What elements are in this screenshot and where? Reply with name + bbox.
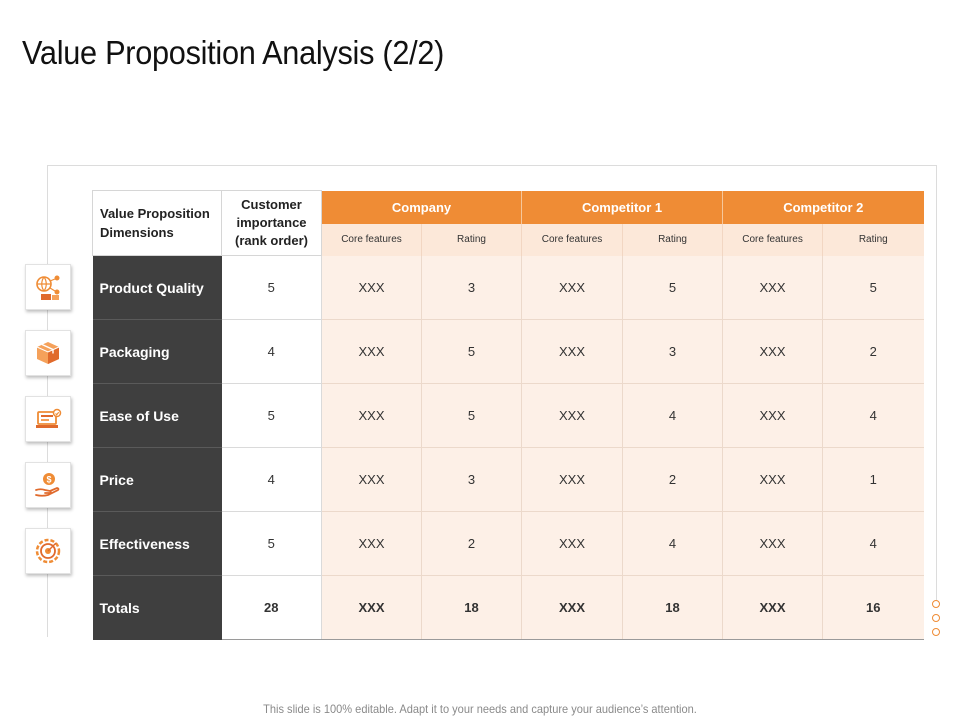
box-icon [25, 330, 71, 376]
competitor-1-core-features: XXX [522, 448, 623, 512]
dimension-icons [25, 264, 71, 594]
dimension-label: Packaging [93, 320, 222, 384]
importance-value: 5 [222, 512, 322, 576]
competitor-2-core-features: XXX [723, 512, 823, 576]
table-row [93, 512, 924, 576]
company-core-features: XXX [322, 384, 422, 448]
totals-competitor-2-rating: 16 [823, 576, 924, 640]
header-company: Company [322, 191, 522, 224]
subheader-rating: Rating [823, 224, 924, 256]
company-rating: 5 [422, 384, 522, 448]
totals-label: Totals [93, 576, 222, 640]
importance-value: 5 [222, 256, 322, 320]
subheader-core-features: Core features [322, 224, 422, 256]
decorative-dots [932, 600, 942, 642]
totals-company-core: XXX [322, 576, 422, 640]
competitor-2-core-features: XXX [723, 448, 823, 512]
subheader-core-features: Core features [723, 224, 823, 256]
totals-competitor-1-core: XXX [522, 576, 623, 640]
competitor-2-core-features: XXX [723, 384, 823, 448]
value-proposition-table [92, 190, 924, 640]
subheader-rating: Rating [422, 224, 522, 256]
company-core-features: XXX [322, 512, 422, 576]
dimension-label: Ease of Use [93, 384, 222, 448]
company-core-features: XXX [322, 256, 422, 320]
totals-competitor-2-core: XXX [723, 576, 823, 640]
company-core-features: XXX [322, 448, 422, 512]
dimension-label: Effectiveness [93, 512, 222, 576]
header-competitor-2: Competitor 2 [723, 191, 924, 224]
competitor-2-rating: 2 [823, 320, 924, 384]
competitor-2-core-features: XXX [723, 256, 823, 320]
competitor-2-rating: 4 [823, 512, 924, 576]
importance-value: 4 [222, 448, 322, 512]
content-frame-right [936, 165, 937, 600]
hand-money-icon [25, 462, 71, 508]
competitor-1-core-features: XXX [522, 256, 623, 320]
header-dimensions: Value Proposition Dimensions [93, 191, 222, 256]
totals-competitor-1-rating: 18 [623, 576, 723, 640]
table-row [93, 320, 924, 384]
importance-value: 5 [222, 384, 322, 448]
importance-value: 4 [222, 320, 322, 384]
competitor-1-rating: 4 [623, 384, 723, 448]
competitor-1-rating: 3 [623, 320, 723, 384]
dot-icon [932, 600, 940, 608]
company-rating: 3 [422, 448, 522, 512]
footer-note: This slide is 100% editable. Adapt it to your needs and capture your audience’s attention. [263, 702, 697, 716]
table-row [93, 256, 924, 320]
competitor-1-core-features: XXX [522, 512, 623, 576]
competitor-1-rating: 2 [623, 448, 723, 512]
subheader-rating: Rating [623, 224, 723, 256]
header-competitor-1: Competitor 1 [522, 191, 723, 224]
table-row [93, 384, 924, 448]
totals-row [93, 576, 924, 640]
subheader-core-features: Core features [522, 224, 623, 256]
competitor-1-core-features: XXX [522, 384, 623, 448]
competitor-2-rating: 4 [823, 384, 924, 448]
competitor-2-rating: 1 [823, 448, 924, 512]
global-network-icon [25, 264, 71, 310]
dimension-label: Product Quality [93, 256, 222, 320]
dot-icon [932, 628, 940, 636]
competitor-1-core-features: XXX [522, 320, 623, 384]
totals-company-rating: 18 [422, 576, 522, 640]
dimension-label: Price [93, 448, 222, 512]
company-core-features: XXX [322, 320, 422, 384]
header-importance: Customer importance (rank order) [222, 191, 322, 256]
company-rating: 5 [422, 320, 522, 384]
totals-importance: 28 [222, 576, 322, 640]
laptop-settings-icon [25, 396, 71, 442]
dot-icon [932, 614, 940, 622]
target-gear-icon [25, 528, 71, 574]
competitor-2-core-features: XXX [723, 320, 823, 384]
competitor-1-rating: 5 [623, 256, 723, 320]
company-rating: 2 [422, 512, 522, 576]
svg-text:$: $ [46, 474, 52, 485]
competitor-1-rating: 4 [623, 512, 723, 576]
competitor-2-rating: 5 [823, 256, 924, 320]
company-rating: 3 [422, 256, 522, 320]
table-row [93, 448, 924, 512]
page-title: Value Proposition Analysis (2/2) [22, 34, 445, 71]
